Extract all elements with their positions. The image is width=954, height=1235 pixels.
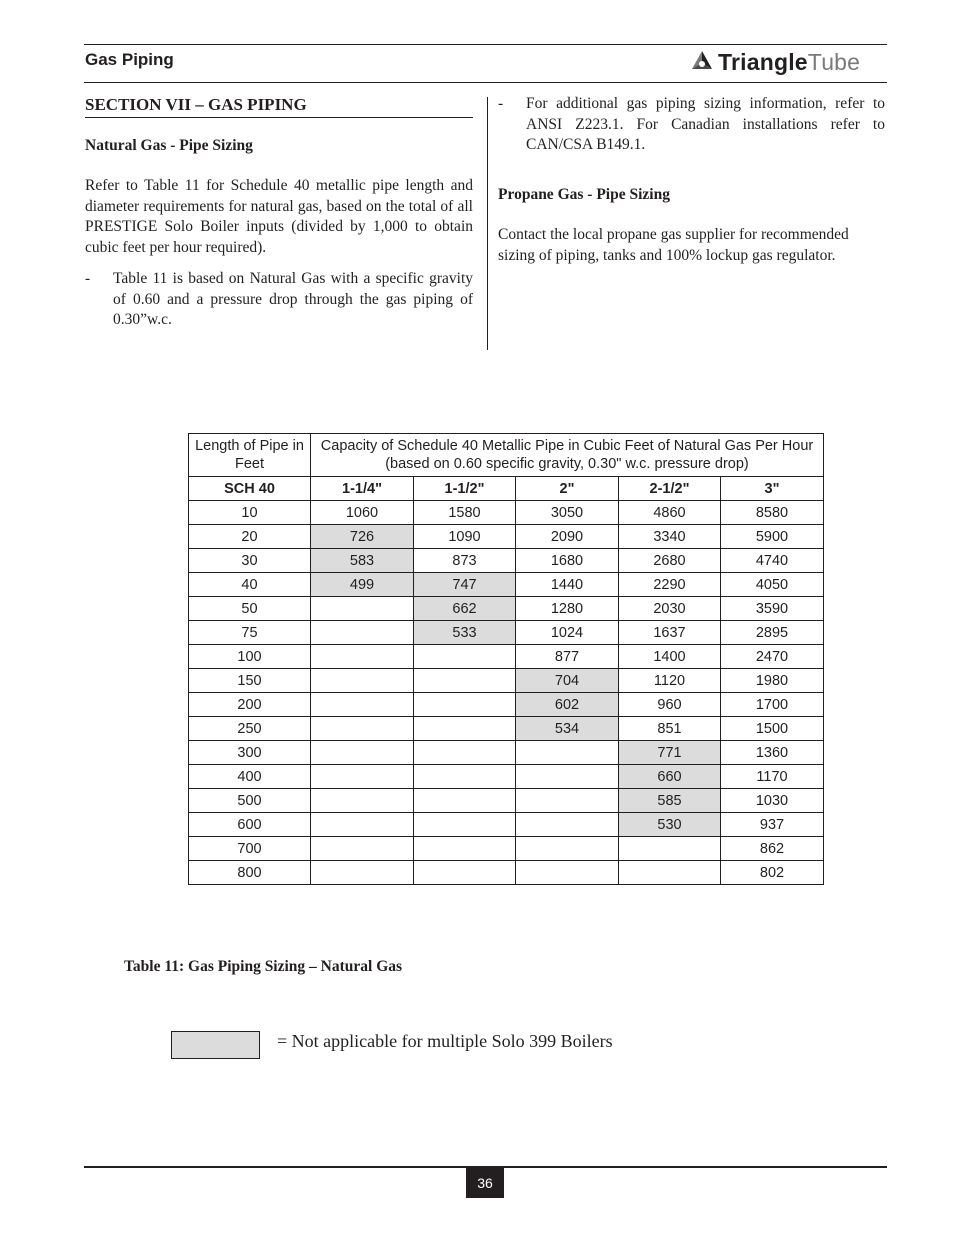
left-column (85, 95, 473, 331)
column-header: 3" (721, 477, 824, 501)
table-row (189, 813, 824, 837)
capacity-cell: 530 (619, 813, 721, 837)
capacity-cell: 1280 (516, 597, 619, 621)
capacity-cell (311, 861, 414, 885)
capacity-cell (414, 645, 516, 669)
capacity-cell: 583 (311, 549, 414, 573)
capacity-cell: 1170 (721, 765, 824, 789)
capacity-cell: 2470 (721, 645, 824, 669)
natural-gas-subheading: Natural Gas - Pipe Sizing (85, 137, 253, 154)
pipe-length-cell: 600 (189, 813, 311, 837)
capacity-cell: 1980 (721, 669, 824, 693)
capacity-cell: 2030 (619, 597, 721, 621)
capacity-cell: 1680 (516, 549, 619, 573)
capacity-cell: 1360 (721, 741, 824, 765)
capacity-cell: 499 (311, 573, 414, 597)
capacity-cell: 8580 (721, 501, 824, 525)
triangle-tube-logo-icon (690, 50, 714, 74)
column-header: SCH 40 (189, 477, 311, 501)
capacity-cell (311, 669, 414, 693)
table-row (189, 669, 824, 693)
capacity-cell (619, 861, 721, 885)
capacity-cell (414, 717, 516, 741)
capacity-cell (516, 789, 619, 813)
propane-gas-paragraph: Contact the local propane gas supplier for recommended sizing of piping, tanks and 100% lockup gas regulator. (498, 226, 849, 264)
bullet-text: Table 11 is based on Natural Gas with a specific gravity of 0.60 and a pressure drop through the gas piping of 0.30”w.c. (113, 269, 473, 329)
column-divider (487, 97, 488, 350)
table-row (189, 789, 824, 813)
right-column (498, 94, 885, 267)
capacity-cell: 3590 (721, 597, 824, 621)
capacity-cell (516, 765, 619, 789)
capacity-cell (414, 861, 516, 885)
pipe-length-cell: 100 (189, 645, 311, 669)
capacity-cell: 1400 (619, 645, 721, 669)
capacity-cell: 747 (414, 573, 516, 597)
capacity-cell: 1637 (619, 621, 721, 645)
table-row (189, 861, 824, 885)
capacity-cell: 1700 (721, 693, 824, 717)
table-row (189, 741, 824, 765)
pipe-length-cell: 800 (189, 861, 311, 885)
capacity-cell (516, 741, 619, 765)
natural-gas-bullet (85, 269, 473, 331)
capacity-cell: 704 (516, 669, 619, 693)
page-header-title: Gas Piping (85, 50, 174, 69)
capacity-cell: 771 (619, 741, 721, 765)
table-row (189, 621, 824, 645)
gas-piping-table (188, 433, 824, 885)
table-column-header-row (189, 477, 824, 501)
pipe-length-cell: 10 (189, 501, 311, 525)
capacity-cell: 1500 (721, 717, 824, 741)
ansi-reference-bullet (498, 94, 885, 156)
pipe-length-cell: 150 (189, 669, 311, 693)
table-row (189, 501, 824, 525)
capacity-cell: 2090 (516, 525, 619, 549)
capacity-cell (414, 741, 516, 765)
table-row (189, 645, 824, 669)
column-header: 1-1/2" (414, 477, 516, 501)
capacity-cell: 1060 (311, 501, 414, 525)
capacity-cell (311, 693, 414, 717)
capacity-cell: 602 (516, 693, 619, 717)
logo-wordmark (718, 49, 860, 76)
pipe-length-cell: 500 (189, 789, 311, 813)
triangle-tube-logo (690, 47, 860, 77)
natural-gas-paragraph: Refer to Table 11 for Schedule 40 metallic pipe length and diameter requirements for natural gas, based on the total of all PRESTIGE Solo Boiler inputs (divided by 1,000 to obtain cubic feet per hour required). (85, 177, 473, 257)
capacity-cell: 1440 (516, 573, 619, 597)
logo-word-tube: Tube (807, 48, 861, 75)
capacity-cell: 1580 (414, 501, 516, 525)
legend-swatch (171, 1031, 260, 1059)
capacity-cell: 1030 (721, 789, 824, 813)
capacity-cell: 3050 (516, 501, 619, 525)
table-row (189, 597, 824, 621)
table-row (189, 573, 824, 597)
capacity-cell (516, 861, 619, 885)
capacity-cell: 4740 (721, 549, 824, 573)
capacity-cell: 802 (721, 861, 824, 885)
capacity-cell (311, 741, 414, 765)
capacity-cell: 937 (721, 813, 824, 837)
header-bottom-rule (84, 82, 887, 83)
bullet-dash: - (85, 269, 91, 287)
capacity-cell (516, 837, 619, 861)
capacity-cell: 534 (516, 717, 619, 741)
capacity-cell (516, 813, 619, 837)
capacity-cell (311, 621, 414, 645)
capacity-cell (311, 645, 414, 669)
capacity-cell: 851 (619, 717, 721, 741)
capacity-cell (414, 669, 516, 693)
capacity-cell (311, 789, 414, 813)
column-header: 1-1/4" (311, 477, 414, 501)
pipe-length-cell: 75 (189, 621, 311, 645)
capacity-cell: 5900 (721, 525, 824, 549)
bullet-dash: - (498, 95, 504, 112)
capacity-cell: 873 (414, 549, 516, 573)
capacity-cell: 1120 (619, 669, 721, 693)
pipe-length-cell: 40 (189, 573, 311, 597)
section-title: SECTION VII – GAS PIPING (85, 95, 473, 118)
capacity-cell: 660 (619, 765, 721, 789)
legend-text: = Not applicable for multiple Solo 399 Boilers (277, 1031, 613, 1051)
table-row (189, 717, 824, 741)
column-header: 2-1/2" (619, 477, 721, 501)
capacity-cell: 4860 (619, 501, 721, 525)
table-row (189, 837, 824, 861)
capacity-cell (311, 597, 414, 621)
capacity-cell: 662 (414, 597, 516, 621)
pipe-length-cell: 700 (189, 837, 311, 861)
table-row (189, 549, 824, 573)
table-row (189, 765, 824, 789)
pipe-length-cell: 300 (189, 741, 311, 765)
capacity-cell (619, 837, 721, 861)
header-length-cell: Length of Pipe in Feet (189, 434, 311, 477)
capacity-cell: 2895 (721, 621, 824, 645)
capacity-cell (414, 813, 516, 837)
capacity-cell: 2290 (619, 573, 721, 597)
pipe-length-cell: 30 (189, 549, 311, 573)
header-top-rule (84, 44, 887, 45)
table-row (189, 693, 824, 717)
capacity-cell (311, 765, 414, 789)
pipe-length-cell: 20 (189, 525, 311, 549)
capacity-cell: 4050 (721, 573, 824, 597)
table-header-row (189, 434, 824, 477)
table-caption: Table 11: Gas Piping Sizing – Natural Gas (124, 958, 403, 975)
capacity-cell: 585 (619, 789, 721, 813)
capacity-cell (414, 693, 516, 717)
pipe-length-cell: 400 (189, 765, 311, 789)
propane-gas-subheading: Propane Gas - Pipe Sizing (498, 186, 670, 204)
header-capacity-cell: Capacity of Schedule 40 Metallic Pipe in Cubic Feet of Natural Gas Per Hour (based on 0.60 specific gravity, 0.30" w.c. pressure drop) (311, 434, 824, 477)
capacity-cell: 533 (414, 621, 516, 645)
capacity-cell: 3340 (619, 525, 721, 549)
pipe-length-cell: 50 (189, 597, 311, 621)
capacity-cell (414, 765, 516, 789)
capacity-cell: 1090 (414, 525, 516, 549)
bullet-text: For additional gas piping sizing information, refer to ANSI Z223.1. For Canadian installations refer to CAN/CSA B149.1. (526, 95, 885, 154)
table-row (189, 525, 824, 549)
capacity-cell (311, 837, 414, 861)
capacity-cell: 1024 (516, 621, 619, 645)
capacity-cell (414, 789, 516, 813)
column-header: 2" (516, 477, 619, 501)
capacity-cell: 2680 (619, 549, 721, 573)
pipe-length-cell: 250 (189, 717, 311, 741)
capacity-cell (414, 837, 516, 861)
capacity-cell: 877 (516, 645, 619, 669)
pipe-length-cell: 200 (189, 693, 311, 717)
page-number: 36 (466, 1168, 504, 1198)
capacity-cell: 862 (721, 837, 824, 861)
logo-word-triangle: Triangle (718, 48, 808, 75)
capacity-cell: 726 (311, 525, 414, 549)
capacity-cell: 960 (619, 693, 721, 717)
capacity-cell (311, 717, 414, 741)
capacity-cell (311, 813, 414, 837)
